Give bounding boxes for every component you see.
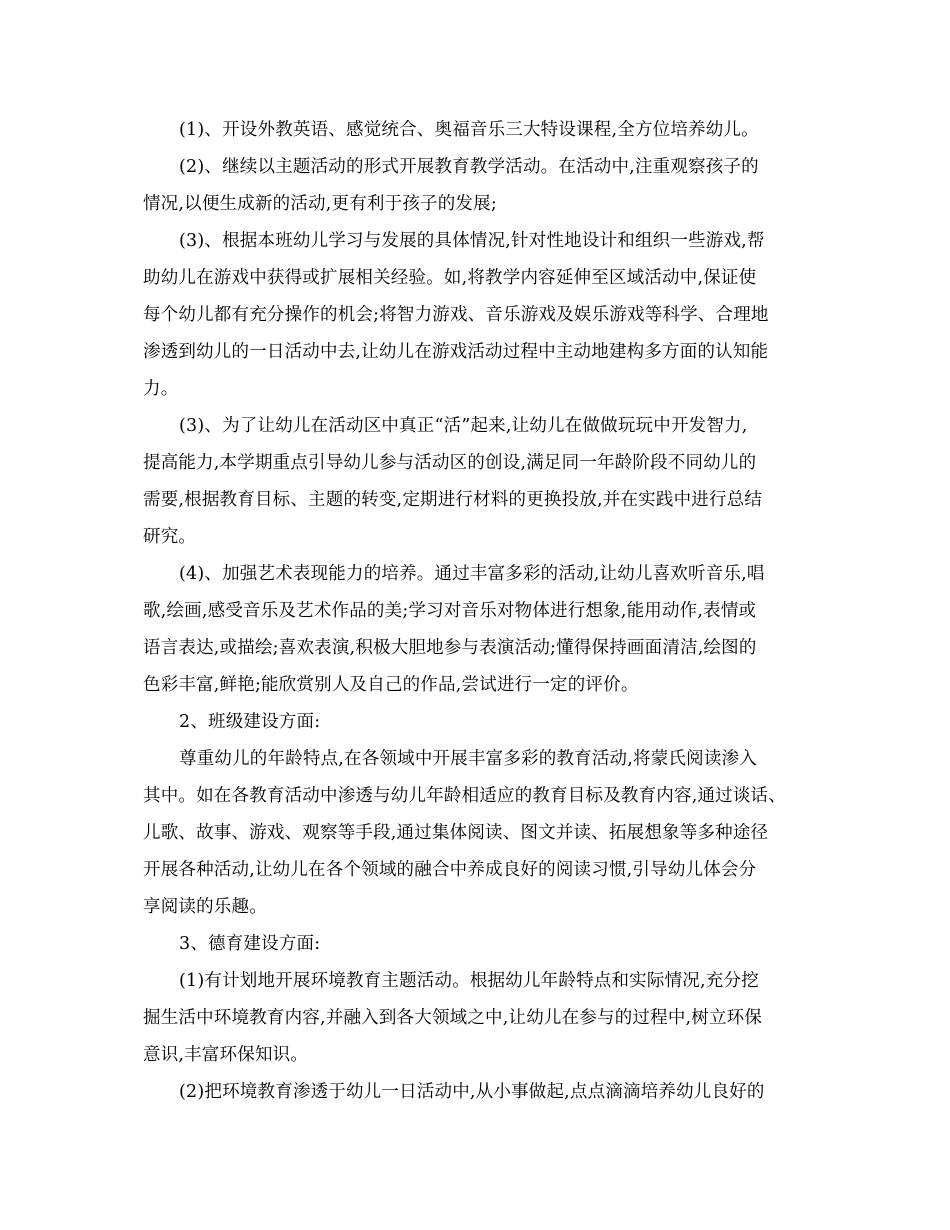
text-line: 尊重幼儿的年龄特点,在各领域中开展丰富多彩的教育活动,将蒙氏阅读渗入 xyxy=(179,749,757,769)
text-line: (3)、为了让幼儿在活动区中真正“活”起来,让幼儿在做做玩玩中开发智力, xyxy=(179,416,748,436)
section-heading: 2、班级建设方面: xyxy=(179,712,321,732)
text-line: 提高能力,本学期重点引导幼儿参与活动区的创设,满足同一年龄阶段不同幼儿的 xyxy=(143,453,757,473)
text-line: 力。 xyxy=(143,379,179,399)
text-line: 助幼儿在游戏中获得或扩展相关经验。如,将教学内容延伸至区域活动中,保证使 xyxy=(143,268,757,288)
section-heading: 3、德育建设方面: xyxy=(179,934,321,954)
text-line: 情况,以便生成新的活动,更有利于孩子的发展; xyxy=(143,194,497,214)
text-line: 开展各种活动,让幼儿在各个领域的融合中养成良好的阅读习惯,引导幼儿体会分 xyxy=(143,860,757,880)
text-line: (4)、加强艺术表现能力的培养。通过丰富多彩的活动,让幼儿喜欢听音乐,唱 xyxy=(179,564,765,584)
text-line: 色彩丰富,鲜艳;能欣赏别人及自己的作品,尝试进行一定的评价。 xyxy=(143,675,639,695)
text-line: (2)、继续以主题活动的形式开展教育教学活动。在活动中,注重观察孩子的 xyxy=(179,157,759,177)
text-line: 掘生活中环境教育内容,并融入到各大领域之中,让幼儿在参与的过程中,树立环保 xyxy=(143,1008,763,1028)
text-line: (3)、根据本班幼儿学习与发展的具体情况,针对性地设计和组织一些游戏,帮 xyxy=(179,231,765,251)
text-line: (1)有计划地开展环境教育主题活动。根据幼儿年龄特点和实际情况,充分挖 xyxy=(179,971,759,991)
text-line: 其中。如在各教育活动中渗透与幼儿年龄相适应的教育目标及教育内容,通过谈话、 xyxy=(143,786,786,806)
text-line: 歌,绘画,感受音乐及艺术作品的美;学习对音乐对物体进行想象,能用动作,表情或 xyxy=(143,601,757,621)
text-line: 意识,丰富环保知识。 xyxy=(143,1045,309,1065)
text-line: 需要,根据教育目标、主题的转变,定期进行材料的更换投放,并在实践中进行总结 xyxy=(143,490,763,510)
text-line: (2)把环境教育渗透于幼儿一日活动中,从小事做起,点点滴滴培养幼儿良好的 xyxy=(179,1082,765,1102)
text-line: (1)、开设外教英语、感觉统合、奥福音乐三大特设课程,全方位培养幼儿。 xyxy=(179,120,759,140)
text-line: 每个幼儿都有充分操作的机会;将智力游戏、音乐游戏及娱乐游戏等科学、合理地 xyxy=(143,305,769,325)
text-line: 渗透到幼儿的一日活动中去,让幼儿在游戏活动过程中主动地建构多方面的认知能 xyxy=(143,342,769,362)
text-line: 语言表达,或描绘;喜欢表演,积极大胆地参与表演活动;懂得保持画面清洁,绘图的 xyxy=(143,638,757,658)
text-line: 享阅读的乐趣。 xyxy=(143,897,267,917)
text-line: 研究。 xyxy=(143,527,197,547)
text-line: 儿歌、故事、游戏、观察等手段,通过集体阅读、图文并读、拓展想象等多种途径 xyxy=(143,823,769,843)
